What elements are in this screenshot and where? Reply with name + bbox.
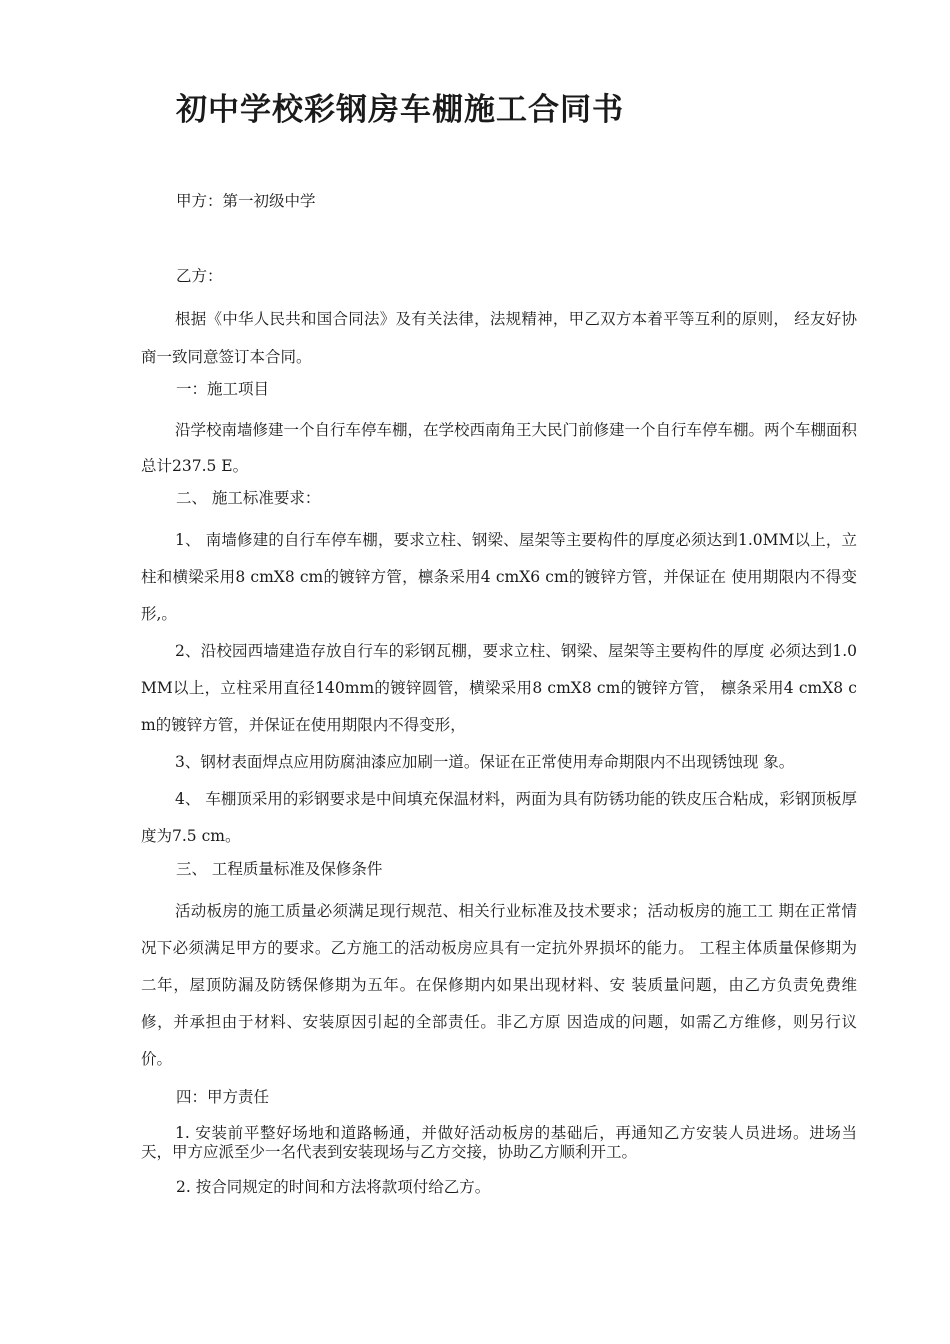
- document-title: 初中学校彩钢房车棚施工合同书: [176, 92, 624, 128]
- section-3-text: 活动板房的施工质量必须满足现行规范、相关行业标准及技术要求；活动板房的施工工 期在正常情况下必须满足甲方的要求。乙方施工的活动板房应具有一定抗外界损坏的能力。 工程主体质量保修期为二年，屋顶防漏及防锈保修期为五年。在保修期内如果出现材料、安 装质量问题，由乙方负责免费维修，并承担由于材料、安装原因引起的全部责任。非乙方原 因造成的问题，如需乙方维修，则另行议价。: [141, 902, 857, 1068]
- preamble-paragraph: 根据《中华人民共和国合同法》及有关法律，法规精神，甲乙双方本着平等互利的原则， 经友好协商一致同意签订本合同。: [141, 310, 857, 366]
- section-4-item-1: 1. 安装前平整好场地和道路畅通，并做好活动板房的基础后，再通知乙方安装人员进场。进场当天，甲方应派至少一名代表到安装现场与乙方交接，协助乙方顺利开工。: [141, 1124, 857, 1161]
- party-a: 甲方：第一初级中学: [176, 192, 316, 210]
- section-2-item-4: 4、 车棚顶采用的彩钢要求是中间填充保温材料，两面为具有防锈功能的铁皮压合粘成，彩钢顶板厚度为7.5 cm。: [141, 790, 857, 845]
- section-4-heading: 四：甲方责任: [176, 1088, 270, 1106]
- section-2-item-3: 3、钢材表面焊点应用防腐油漆应加刷一道。保证在正常使用寿命期限内不出现锈蚀现 象。: [175, 753, 795, 771]
- section-3-heading: 三、 工程质量标准及保修条件: [176, 860, 383, 878]
- section-4-item-2: 2. 按合同规定的时间和方法将款项付给乙方。: [176, 1178, 491, 1196]
- section-1-text: 沿学校南墙修建一个自行车停车棚，在学校西南角王大民门前修建一个自行车停车棚。两个车棚面积总计237.5 E。: [141, 421, 858, 475]
- party-b: 乙方：: [176, 267, 223, 285]
- section-2-item-1: 1、 南墙修建的自行车停车棚，要求立柱、钢梁、屋架等主要构件的厚度必须达到1.0MM以上，立柱和横梁采用8 cmX8 cm的镀锌方管，檩条采用4 cmX6 cm的镀锌方管，并保证在 使用期限内不得变形,。: [141, 531, 857, 623]
- section-2-item-2: 2、沿校园西墙建造存放自行车的彩钢瓦棚，要求立柱、钢梁、屋架等主要构件的厚度 必须达到1.0MM以上，立柱采用直径140mm的镀锌圆管，横梁采用8 cmX8 cm的镀锌方管， 檩条采用4 cmX8 cm的镀锌方管，并保证在使用期限内不得变形，: [141, 642, 857, 734]
- section-2-heading: 二、 施工标准要求：: [176, 489, 321, 507]
- section-1-heading: 一：施工项目: [176, 380, 270, 398]
